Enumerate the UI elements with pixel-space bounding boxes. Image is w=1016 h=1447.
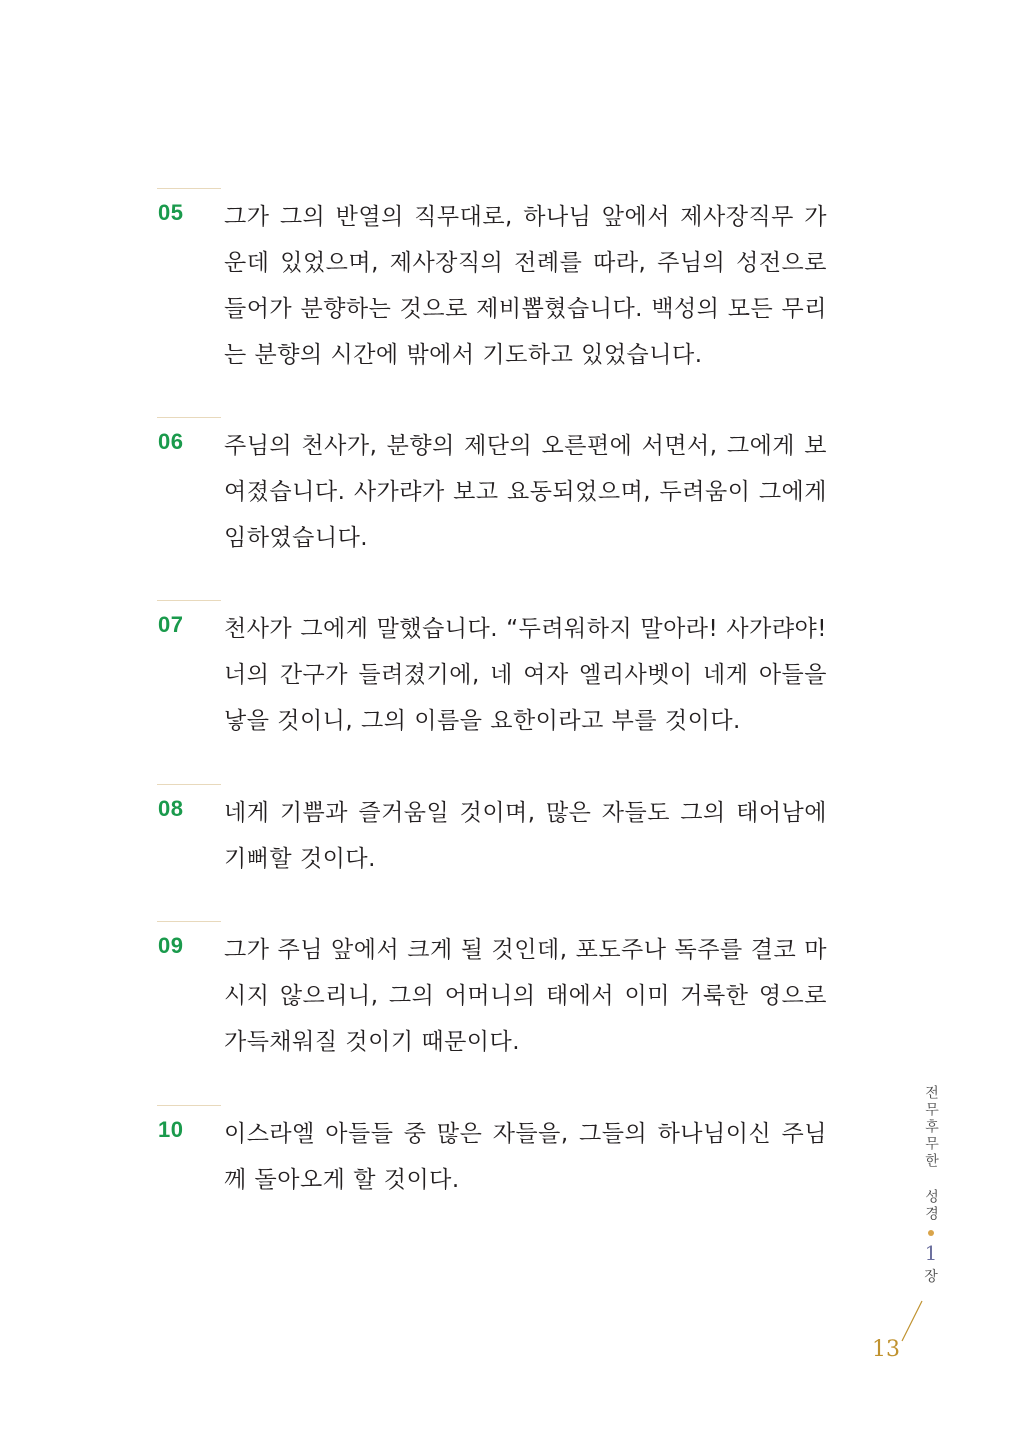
verse-text: 네게 기쁨과 즐거움일 것이며, 많은 자들도 그의 태어남에 기뻐할 것이다. xyxy=(224,800,827,872)
verse-number: 07 xyxy=(158,612,184,637)
verse-text: 주님의 천사가, 분향의 제단의 오른편에 서면서, 그에게 보여졌습니다. 사가랴가 보고 요동되었으며, 두려움이 그에게 임하였습니다. xyxy=(224,433,827,551)
verse-rule xyxy=(157,600,221,601)
verse-number: 06 xyxy=(158,429,184,454)
verse-text: 그가 그의 반열의 직무대로, 하나님 앞에서 제사장직무 가운데 있었으며, 제사장직의 전례를 따라, 주님의 성전으로 들어가 분향하는 것으로 제비뽑혔습니다. 백성의 모든 무리는 분향의 시간에 밖에서 기도하고 있었습니다. xyxy=(224,204,827,368)
book-title: 전무후무한 성경 xyxy=(923,1085,939,1223)
chapter-word: 장 xyxy=(924,1269,938,1285)
verse-rule xyxy=(157,1105,221,1106)
page-number: 13 xyxy=(872,1337,900,1362)
verse-number: 08 xyxy=(158,796,184,821)
verse-rule xyxy=(157,921,221,922)
verse-text: 그가 주님 앞에서 크게 될 것인데, 포도주나 독주를 결코 마시지 않으리니, 그의 어머니의 태에서 이미 거룩한 영으로 가득채워질 것이기 때문이다. xyxy=(224,937,827,1055)
bullet-dot-icon xyxy=(928,1230,934,1236)
verse-number: 10 xyxy=(158,1117,184,1142)
page-slash-ornament xyxy=(900,1300,924,1342)
verse-number: 09 xyxy=(158,933,184,958)
side-running-title xyxy=(919,1085,943,1286)
verse-rule xyxy=(157,784,221,785)
verse-number: 05 xyxy=(158,200,184,225)
verse-rule xyxy=(157,188,221,189)
verse-text: 천사가 그에게 말했습니다. “두려워하지 말아라! 사가랴야! 너의 간구가 들려졌기에, 네 여자 엘리사벳이 네게 아들을 낳을 것이니, 그의 이름을 요한이라고 부를 것이다. xyxy=(224,616,827,734)
verse-text: 이스라엘 아들들 중 많은 자들을, 그들의 하나님이신 주님께 돌아오게 할 것이다. xyxy=(224,1121,827,1193)
verse-rule xyxy=(157,417,221,418)
chapter-number: 1 xyxy=(924,1241,938,1265)
